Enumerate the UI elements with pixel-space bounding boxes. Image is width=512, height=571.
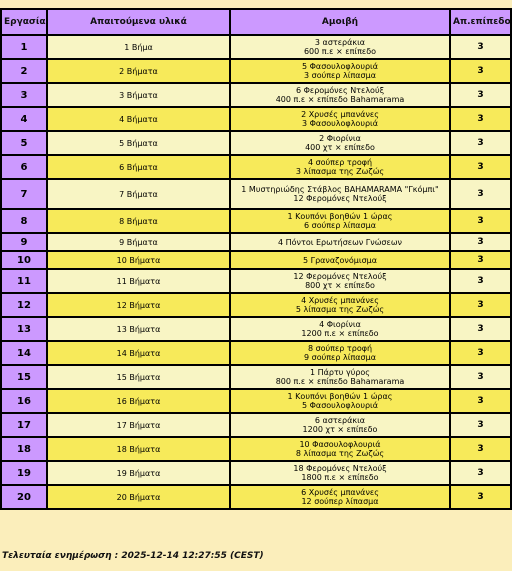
required-level: 3 bbox=[450, 485, 511, 509]
required-materials: 4 Βήματα bbox=[47, 107, 230, 131]
header-materials: Απαιτούμενα υλικά bbox=[47, 9, 230, 35]
reward-cell bbox=[230, 317, 450, 341]
task-number: 10 bbox=[1, 251, 47, 269]
reward-line: 12 Φερομόνες Ντελούξ bbox=[293, 272, 387, 281]
required-level: 3 bbox=[450, 317, 511, 341]
required-materials: 7 Βήματα bbox=[47, 179, 230, 209]
task-number: 12 bbox=[1, 293, 47, 317]
task-number: 13 bbox=[1, 317, 47, 341]
task-number: 6 bbox=[1, 155, 47, 179]
task-number: 7 bbox=[1, 179, 47, 209]
reward-cell bbox=[230, 131, 450, 155]
required-level: 3 bbox=[450, 437, 511, 461]
required-level: 3 bbox=[450, 179, 511, 209]
reward-line: 6 αστεράκια bbox=[314, 416, 366, 425]
reward-cell bbox=[230, 341, 450, 365]
reward-cell bbox=[230, 485, 450, 509]
task-number: 14 bbox=[1, 341, 47, 365]
required-level: 3 bbox=[450, 209, 511, 233]
header-reward: Αμοιβή bbox=[230, 9, 450, 35]
table-row bbox=[1, 131, 511, 155]
required-materials: 6 Βήματα bbox=[47, 155, 230, 179]
reward-cell bbox=[230, 251, 450, 269]
reward-line: 4 σούπερ τροφή bbox=[307, 158, 373, 167]
required-materials: 5 Βήματα bbox=[47, 131, 230, 155]
header-task: Εργασία bbox=[1, 9, 47, 35]
reward-line: 12 Φερομόνες Ντελούξ bbox=[293, 194, 387, 203]
reward-cell bbox=[230, 293, 450, 317]
table-row bbox=[1, 485, 511, 509]
reward-line: 1 Κουπόνι βοηθών 1 ώρας bbox=[287, 392, 393, 401]
required-materials: 15 Βήματα bbox=[47, 365, 230, 389]
table-row bbox=[1, 341, 511, 365]
required-level: 3 bbox=[450, 59, 511, 83]
required-level: 3 bbox=[450, 269, 511, 293]
reward-line: 5 Γραναζονόμισμα bbox=[302, 255, 378, 265]
task-number: 15 bbox=[1, 365, 47, 389]
task-number: 17 bbox=[1, 413, 47, 437]
table-row bbox=[1, 365, 511, 389]
reward-line: 3 Φασουλοφλουριά bbox=[301, 119, 379, 128]
table-row bbox=[1, 233, 511, 251]
required-materials: 2 Βήματα bbox=[47, 59, 230, 83]
reward-line: 3 σούπερ λίπασμα bbox=[304, 71, 376, 80]
required-materials: 17 Βήματα bbox=[47, 413, 230, 437]
required-materials: 13 Βήματα bbox=[47, 317, 230, 341]
required-materials: 8 Βήματα bbox=[47, 209, 230, 233]
task-number: 19 bbox=[1, 461, 47, 485]
reward-cell bbox=[230, 179, 450, 209]
required-materials: 20 Βήματα bbox=[47, 485, 230, 509]
task-number: 9 bbox=[1, 233, 47, 251]
reward-cell bbox=[230, 389, 450, 413]
reward-cell bbox=[230, 461, 450, 485]
reward-line: 8 λίπασμα της Ζωζώς bbox=[295, 449, 385, 458]
required-materials: 3 Βήματα bbox=[47, 83, 230, 107]
reward-line: 1 Πάρτυ γύρος bbox=[309, 368, 371, 377]
required-level: 3 bbox=[450, 131, 511, 155]
required-level: 3 bbox=[450, 233, 511, 251]
reward-line: 4 Φιορίνια bbox=[319, 320, 361, 329]
table-row bbox=[1, 59, 511, 83]
reward-cell bbox=[230, 365, 450, 389]
table-header-row bbox=[1, 9, 511, 35]
reward-line: 4 Χρυσές μπανάνες bbox=[301, 296, 379, 305]
reward-cell bbox=[230, 413, 450, 437]
reward-line: 5 Φασουλοφλουριά bbox=[301, 401, 379, 410]
table-row bbox=[1, 317, 511, 341]
table-row bbox=[1, 389, 511, 413]
required-materials: 12 Βήματα bbox=[47, 293, 230, 317]
reward-line: 3 λίπασμα της Ζωζώς bbox=[295, 167, 385, 176]
required-materials: 9 Βήματα bbox=[47, 233, 230, 251]
reward-cell bbox=[230, 155, 450, 179]
task-number: 3 bbox=[1, 83, 47, 107]
reward-cell bbox=[230, 269, 450, 293]
reward-line: 600 π.ε × επίπεδο bbox=[303, 47, 377, 56]
task-number: 18 bbox=[1, 437, 47, 461]
reward-line: 1 Μυστηριώδης Στάβλος BAHAMARAMA "Γκόμπι" bbox=[241, 185, 439, 194]
table-body bbox=[1, 35, 511, 509]
table-row bbox=[1, 179, 511, 209]
reward-line: 6 Χρυσές μπανάνες bbox=[301, 488, 379, 497]
task-number: 2 bbox=[1, 59, 47, 83]
reward-line: 800 π.ε × επίπεδο Bahamarama bbox=[275, 377, 405, 386]
reward-line: 1200 π.ε × επίπεδο bbox=[301, 329, 379, 338]
reward-line: 400 χτ × επίπεδο bbox=[305, 143, 375, 152]
required-materials: 14 Βήματα bbox=[47, 341, 230, 365]
reward-line: 5 λίπασμα της Ζωζώς bbox=[295, 305, 385, 314]
reward-cell bbox=[230, 59, 450, 83]
reward-line: 9 σούπερ λίπασμα bbox=[304, 353, 376, 362]
reward-cell bbox=[230, 209, 450, 233]
reward-line: 10 Φασουλοφλουριά bbox=[299, 440, 381, 449]
table-row bbox=[1, 269, 511, 293]
reward-cell bbox=[230, 107, 450, 131]
reward-line: 2 Χρυσές μπανάνες bbox=[301, 110, 379, 119]
required-level: 3 bbox=[450, 35, 511, 59]
reward-line: 18 Φερομόνες Ντελούξ bbox=[293, 464, 387, 473]
reward-line: 5 Φασουλοφλουριά bbox=[301, 62, 379, 71]
reward-line: 2 Φιορίνια bbox=[319, 134, 361, 143]
task-number: 1 bbox=[1, 35, 47, 59]
table-row bbox=[1, 155, 511, 179]
tasks-table bbox=[0, 8, 512, 510]
table-row bbox=[1, 437, 511, 461]
required-level: 3 bbox=[450, 155, 511, 179]
required-level: 3 bbox=[450, 461, 511, 485]
table-row bbox=[1, 107, 511, 131]
task-number: 4 bbox=[1, 107, 47, 131]
reward-line: 1200 χτ × επίπεδο bbox=[302, 425, 378, 434]
task-number: 20 bbox=[1, 485, 47, 509]
required-materials: 19 Βήματα bbox=[47, 461, 230, 485]
table-row bbox=[1, 293, 511, 317]
required-materials: 18 Βήματα bbox=[47, 437, 230, 461]
required-level: 3 bbox=[450, 107, 511, 131]
reward-line: 8 σούπερ τροφή bbox=[307, 344, 373, 353]
task-number: 11 bbox=[1, 269, 47, 293]
required-level: 3 bbox=[450, 365, 511, 389]
required-materials: 16 Βήματα bbox=[47, 389, 230, 413]
table-row bbox=[1, 83, 511, 107]
reward-line: 12 σούπερ λίπασμα bbox=[301, 497, 379, 506]
reward-line: 6 σούπερ λίπασμα bbox=[304, 221, 376, 230]
table-row bbox=[1, 35, 511, 59]
reward-line: 4 Πόντοι Ερωτήσεων Γνώσεων bbox=[278, 237, 402, 247]
reward-cell bbox=[230, 35, 450, 59]
reward-cell bbox=[230, 437, 450, 461]
reward-cell bbox=[230, 233, 450, 251]
table-row bbox=[1, 209, 511, 233]
required-level: 3 bbox=[450, 389, 511, 413]
reward-line: 400 π.ε × επίπεδο Bahamarama bbox=[275, 95, 405, 104]
table-row bbox=[1, 413, 511, 437]
required-level: 3 bbox=[450, 83, 511, 107]
required-materials: 11 Βήματα bbox=[47, 269, 230, 293]
reward-line: 3 αστεράκια bbox=[314, 38, 366, 47]
table-row bbox=[1, 461, 511, 485]
last-updated: Τελευταία ενημέρωση : 2025-12-14 12:27:55 (CEST) bbox=[2, 551, 264, 561]
table-row bbox=[1, 251, 511, 269]
task-number: 8 bbox=[1, 209, 47, 233]
required-level: 3 bbox=[450, 293, 511, 317]
required-materials: 10 Βήματα bbox=[47, 251, 230, 269]
required-level: 3 bbox=[450, 413, 511, 437]
required-level: 3 bbox=[450, 341, 511, 365]
task-number: 16 bbox=[1, 389, 47, 413]
reward-line: 1 Κουπόνι βοηθών 1 ώρας bbox=[287, 212, 393, 221]
reward-line: 800 χτ × επίπεδο bbox=[305, 281, 375, 290]
reward-line: 6 Φερομόνες Ντελούξ bbox=[295, 86, 385, 95]
required-materials: 1 Βήμα bbox=[47, 35, 230, 59]
reward-cell bbox=[230, 83, 450, 107]
task-number: 5 bbox=[1, 131, 47, 155]
reward-line: 1800 π.ε × επίπεδο bbox=[301, 473, 379, 482]
required-level: 3 bbox=[450, 251, 511, 269]
header-level: Απ.επίπεδο bbox=[450, 9, 511, 35]
